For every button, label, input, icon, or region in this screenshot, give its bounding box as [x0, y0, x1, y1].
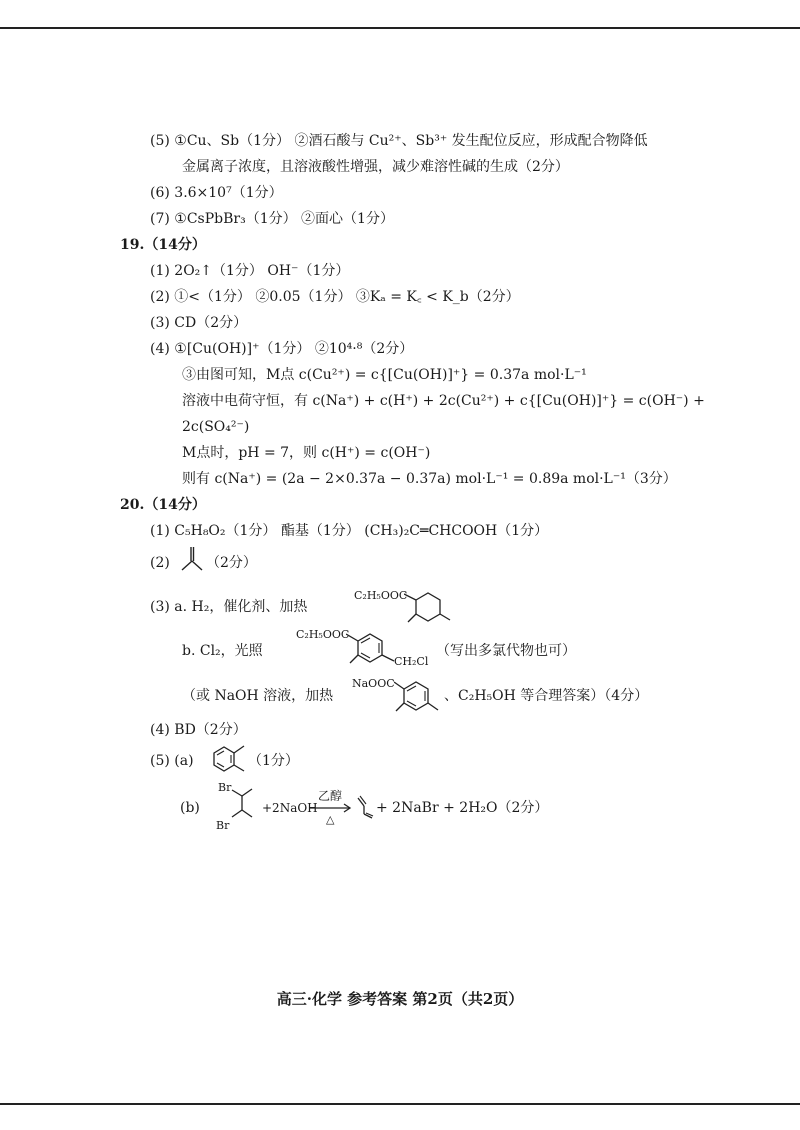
q19-part1: (1) 2O₂↑（1分） OH⁻（1分） — [150, 263, 350, 279]
q19-part4-line3: 溶液中电荷守恒，有 c(Na⁺) + c(H⁺) + 2c(Cu²⁺) + c{[Cu(OH)]⁺} = c(OH⁻) + — [182, 393, 705, 409]
q20-part3b-group: C₂H₅OOC — [296, 628, 350, 641]
q20-part3c-group: NaOOC — [352, 677, 395, 690]
q20-part5b-products: + 2NaBr + 2H₂O（2分） — [376, 800, 549, 816]
q20-part5a-score: （1分） — [248, 753, 299, 769]
q20-part3c-tail: 、C₂H₅OH 等合理答案）（4分） — [444, 688, 649, 704]
q20-part3a: (3) a. H₂，催化剂、加热 — [150, 599, 308, 615]
q20-part5a-label: (5) (a) — [150, 753, 194, 769]
q20-part2-score: （2分） — [206, 555, 257, 571]
acetone-structure-icon — [180, 545, 204, 575]
q18-part5-line2: 金属离子浓度，且溶液酸性增强，减少难溶性碱的生成（2分） — [182, 159, 569, 175]
q20-title: 20.（14分） — [120, 497, 206, 513]
q20-part4: (4) BD（2分） — [150, 722, 247, 738]
q20-part5b-br-bottom: Br — [216, 819, 230, 832]
dibromobutane-structure-icon — [228, 784, 260, 824]
q20-part3a-group: C₂H₅OOC — [354, 589, 408, 602]
q19-part4: (4) ①[Cu(OH)]⁺（1分） ②10⁴·⁸（2分） — [150, 341, 414, 357]
q20-part2-label: (2) — [150, 555, 170, 571]
q20-part5b-label: (b) — [180, 800, 200, 816]
q18-part7: (7) ①CsPbBr₃（1分） ②面心（1分） — [150, 211, 394, 227]
q20-part5b-condition-bottom: △ — [326, 813, 335, 826]
page-footer: 高三·化学 参考答案 第2页（共2页） — [276, 990, 524, 1008]
q19-part3: (3) CD（2分） — [150, 315, 248, 331]
q19-part4-line5: M点时，pH = 7，则 c(H⁺) = c(OH⁻) — [182, 445, 431, 461]
q20-part3b: b. Cl₂，光照 — [182, 643, 263, 659]
q19-part4-line4: 2c(SO₄²⁻) — [182, 419, 250, 435]
q19-part4-line2: ③由图可知，M点 c(Cu²⁺) = c{[Cu(OH)]⁺} = 0.37a mol·L⁻¹ — [182, 367, 587, 383]
q20-part3b-substituent: CH₂Cl — [394, 655, 429, 668]
q19-part4-line6: 则有 c(Na⁺) = (2a − 2×0.37a − 0.37a) mol·L⁻¹ = 0.89a mol·L⁻¹（3分） — [182, 471, 677, 487]
q20-part5b-condition-top: 乙醇 — [318, 789, 343, 803]
q20-part1: (1) C₅H₈O₂（1分） 酯基（1分） (CH₃)₂C═CHCOOH（1分） — [150, 523, 549, 539]
top-border — [0, 27, 800, 29]
cyclohexane-ester-structure-icon — [404, 586, 464, 630]
benzene-carboxylate-structure-icon — [394, 676, 444, 720]
q18-part5-line1: (5) ①Cu、Sb（1分） ②酒石酸与 Cu²⁺、Sb³⁺ 发生配位反应，形成配合物降低 — [150, 133, 648, 149]
q19-part2: (2) ①<（1分） ②0.05（1分） ③Kₐ = K꜀ < K_b（2分） — [150, 289, 520, 305]
q20-part3c: （或 NaOH 溶液，加热 — [182, 688, 334, 704]
q20-part5b-reagent: +2NaOH — [262, 801, 318, 815]
butadiene-structure-icon — [356, 794, 376, 820]
q20-part3b-note: （写出多氯代物也可） — [436, 643, 576, 659]
q18-part6: (6) 3.6×10⁷（1分） — [150, 185, 283, 201]
o-xylene-structure-icon — [210, 742, 250, 778]
q20-part5b-br-top: Br — [218, 781, 232, 794]
benzene-ester-chloride-structure-icon — [346, 628, 400, 674]
q19-title: 19.（14分） — [120, 237, 206, 253]
bottom-border — [0, 1103, 800, 1105]
